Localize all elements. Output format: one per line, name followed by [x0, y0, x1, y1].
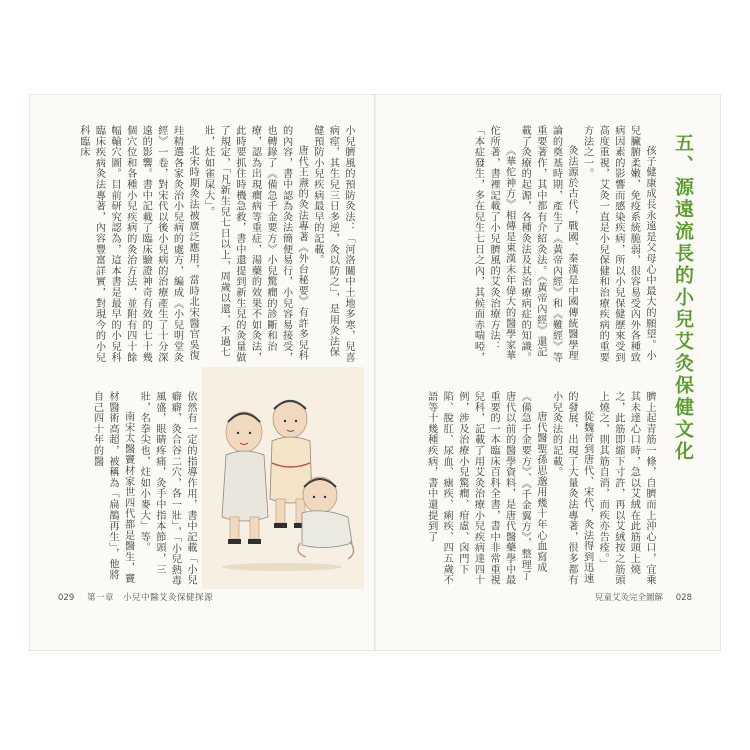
- page-number-right: 028: [675, 593, 692, 603]
- paragraph: 小兒臍風的預防灸法：「河洛關中土地多寒，兒喜病痙，其生兒三日多逆，灸以防之」，是用灸法保健預防小兒疾病最早的記載。: [311, 125, 354, 363]
- paragraph: 從魏晉到唐代、宋代，灸法得到迅速的發展，出現了大量灸法專著，很多都有小兒灸法的記載。: [550, 391, 593, 586]
- left-page-text-top: [58, 125, 356, 363]
- footer-right: [595, 591, 692, 603]
- page-gutter: [374, 95, 376, 650]
- book-title: 兒童艾灸完全圖解: [595, 593, 664, 603]
- paragraph: 唐代王燾的灸法專著《外台秘要》有許多兒科的內容，書中認為灸法簡便易行，小兒容易接受，也轉錄了《備急千金要方》小兒驚癎的診斷和治療，認為出現癎病等重症，湯藥的效果不如灸法，此時要抓住時機急救，書中還提到新生兒的灸量做了規定，「凡新生兒七日以上，周歲以還，不過七壯，炷如雀屎大」。: [202, 125, 308, 363]
- paragraph: 依然有一定的指導作用，書中記載「小兒癖癖，灸合谷二穴，各一壯」，「小兒熱毒風盛，眼睛疼痛，灸手中指本節頭，三壯，名拳尖也，炷如小麥大」等。: [138, 391, 196, 586]
- paragraph: 南宋太醫竇材家世四代都是醫生，竇材醫術高超，被稱為「扁鵲再生」，他將自己四十年的醫: [91, 391, 134, 585]
- left-page-text-bottom: [58, 391, 198, 591]
- page-number-left: 029: [58, 593, 75, 603]
- book-spread: [30, 95, 720, 650]
- chapter-title: 第一章 小兒中醫艾灸保健探源: [86, 593, 213, 603]
- paragraph: 孩子健康成長永遠是父母心中最大的願望。小兒臟腑柔嫩，免疫系統脆弱，很容易受內外各種致病因素的影響而感染疾病，所以小兒保健歷來受到高度重視，艾灸一直是小兒保健和治療疾病的重要方法之一。: [581, 125, 655, 363]
- paragraph: 灸法源於古代，戰國、秦漢是中國傳統醫學理論的奠基時期，產生了《黃帝內經》和《難經》等重要著作，其中都有介紹灸法。《黃帝內經》還記載了灸療的起源，各種灸法及其治療病症的知識。: [519, 125, 578, 363]
- children-painting-image: [202, 367, 364, 589]
- paragraph: 北宋時期灸法被廣泛應用，當時北宋醫官吳復珪精選各家灸治小兒病的處方，編成《小兒明堂灸經》一卷，對宋代以後小兒病的治療產生了十分深遠的影響。書中記載了臨床驗證神奇有效的七十幾個穴位和各種小兒疾病的灸治方法，並附有四十餘幅輸穴圖。目前研究認為，這本書是最早的小兒科臨床疾病灸法專著，內容豐富詳實，對現今的小兒科臨床: [77, 125, 199, 363]
- paragraph: 唐代醫聖孫思邈用幾十年心血寫成《備急千金要方》、《千金翼方》，整理了唐代以前的醫學資料，是唐代醫藥學中最重要的一本臨床百科全書，書中非常重視兒科，記載了用艾灸治療小兒疾病達四十例，涉及治療小兒驚癎、疳虛、囟門下陷、脫肛、尿血、瘧疾、痢疾、四五歲不語等十幾種疾病，書中還提到了: [425, 391, 546, 586]
- paragraph: 《華佗神方》相傳是東漢末年偉大的醫學家華佗所著，書裡記載了小兒臍風的艾灸治療方法：「本症發生，多在兒生七日之內，其候面赤喘啞，: [472, 125, 515, 363]
- footer-left: [58, 591, 213, 603]
- children-illustration: [202, 367, 364, 589]
- right-page-text-bottom: [394, 391, 657, 591]
- paragraph: 臍上起青筋一條，自臍而上沖心口，宜乘其未達心口時，急以艾絨在此筋頭上燒之，此筋即縮下寸許，再以艾絨按之筋頭上燒之，則其筋自消，而疾亦告痊。」: [597, 391, 655, 586]
- right-page-text-top: [394, 125, 657, 363]
- section-heading: 五、源遠流長的小兒艾灸保健文化: [672, 133, 694, 463]
